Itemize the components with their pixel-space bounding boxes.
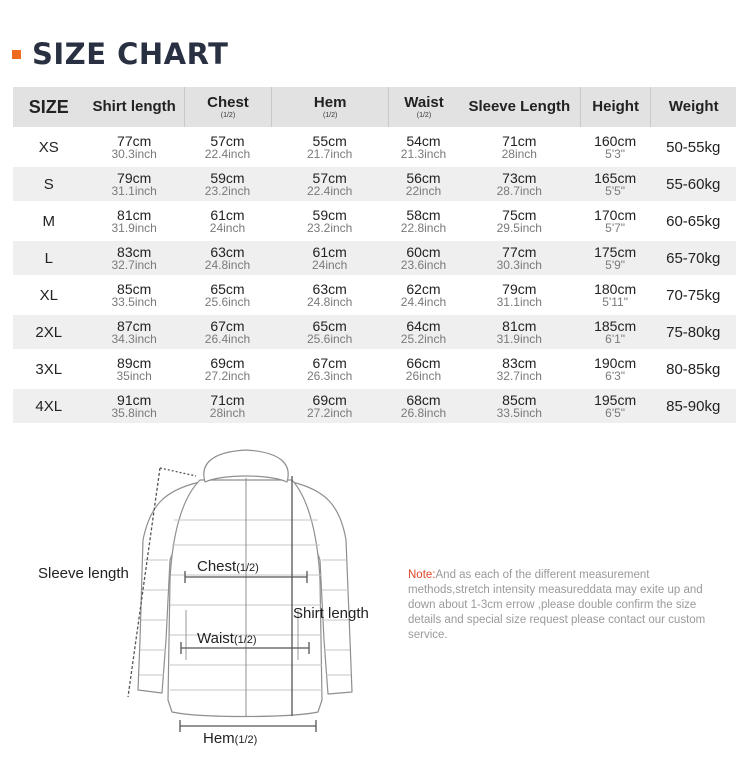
table-row: [13, 167, 736, 201]
cell-chest: 61cm 24inch: [184, 204, 271, 238]
table-row: [13, 204, 736, 238]
cell-shirt-length: 91cm 35.8inch: [85, 389, 184, 423]
cell-chest: 69cm 27.2inch: [184, 352, 271, 386]
header-height: Height: [580, 87, 651, 127]
cell-sleeve-length: 77cm 30.3inch: [459, 241, 580, 275]
cell-weight: 60-65kg: [650, 204, 736, 238]
cell-waist: 54cm 21.3inch: [388, 130, 459, 164]
cell-size: 2XL: [13, 315, 85, 349]
cell-waist: 64cm 25.2inch: [388, 315, 459, 349]
cell-shirt-length: 85cm 33.5inch: [85, 278, 184, 312]
cell-height: 195cm 6'5": [580, 389, 651, 423]
header-weight: Weight: [650, 87, 736, 127]
jacket-hood: [204, 450, 288, 482]
cell-weight: 65-70kg: [650, 241, 736, 275]
cell-height: 165cm 5'5": [580, 167, 651, 201]
cell-sleeve-length: 75cm 29.5inch: [459, 204, 580, 238]
cell-sleeve-length: 83cm 32.7inch: [459, 352, 580, 386]
cell-size: S: [13, 167, 85, 201]
cell-hem: 61cm 24inch: [271, 241, 388, 275]
jacket-body: [168, 480, 322, 717]
cell-shirt-length: 89cm 35inch: [85, 352, 184, 386]
note-text: And as each of the different measurement methods,stretch intensity measureddata may exite up and down about 1-3cm errow ,please double confirm the size details and special size request please contact our custom service.: [408, 569, 706, 641]
sleeve-length-label: Sleeve length: [38, 565, 129, 582]
page-title: SIZE CHART: [32, 37, 229, 71]
title-block: [12, 34, 228, 74]
cell-chest: 57cm 22.4inch: [184, 130, 271, 164]
size-table: [13, 84, 736, 426]
cell-shirt-length: 77cm 30.3inch: [85, 130, 184, 164]
cell-chest: 71cm 28inch: [184, 389, 271, 423]
table-row: [13, 352, 736, 386]
cell-weight: 50-55kg: [650, 130, 736, 164]
cell-size: M: [13, 204, 85, 238]
measurement-note: [408, 568, 708, 643]
cell-shirt-length: 87cm 34.3inch: [85, 315, 184, 349]
cell-size: 3XL: [13, 352, 85, 386]
table-row: [13, 389, 736, 423]
chest-label: Chest(1/2): [197, 558, 259, 575]
waist-label: Waist(1/2): [197, 630, 257, 647]
cell-size: XL: [13, 278, 85, 312]
cell-waist: 60cm 23.6inch: [388, 241, 459, 275]
cell-sleeve-length: 79cm 31.1inch: [459, 278, 580, 312]
cell-height: 160cm 5'3": [580, 130, 651, 164]
cell-shirt-length: 81cm 31.9inch: [85, 204, 184, 238]
cell-shirt-length: 79cm 31.1inch: [85, 167, 184, 201]
cell-sleeve-length: 71cm 28inch: [459, 130, 580, 164]
cell-size: L: [13, 241, 85, 275]
header-chest: Chest (1/2): [184, 87, 271, 127]
cell-hem: 63cm 24.8inch: [271, 278, 388, 312]
table-row: [13, 241, 736, 275]
cell-hem: 55cm 21.7inch: [271, 130, 388, 164]
table-row: [13, 130, 736, 164]
shirt-length-label: Shirt length: [293, 605, 369, 622]
table-row: [13, 278, 736, 312]
cell-weight: 85-90kg: [650, 389, 736, 423]
cell-shirt-length: 83cm 32.7inch: [85, 241, 184, 275]
cell-size: XS: [13, 130, 85, 164]
cell-height: 170cm 5'7": [580, 204, 651, 238]
cell-waist: 58cm 22.8inch: [388, 204, 459, 238]
cell-hem: 65cm 25.6inch: [271, 315, 388, 349]
cell-weight: 75-80kg: [650, 315, 736, 349]
cell-waist: 56cm 22inch: [388, 167, 459, 201]
table-row: [13, 315, 736, 349]
cell-height: 180cm 5'11": [580, 278, 651, 312]
cell-weight: 55-60kg: [650, 167, 736, 201]
cell-height: 175cm 5'9": [580, 241, 651, 275]
cell-sleeve-length: 73cm 28.7inch: [459, 167, 580, 201]
header-sleeve-length: Sleeve Length: [459, 87, 580, 127]
header-size: SIZE: [13, 87, 85, 127]
cell-sleeve-length: 85cm 33.5inch: [459, 389, 580, 423]
cell-waist: 62cm 24.4inch: [388, 278, 459, 312]
cell-weight: 80-85kg: [650, 352, 736, 386]
cell-height: 190cm 6'3": [580, 352, 651, 386]
cell-chest: 63cm 24.8inch: [184, 241, 271, 275]
cell-chest: 59cm 23.2inch: [184, 167, 271, 201]
cell-chest: 67cm 26.4inch: [184, 315, 271, 349]
cell-weight: 70-75kg: [650, 278, 736, 312]
cell-height: 185cm 6'1": [580, 315, 651, 349]
title-marker: [12, 50, 21, 59]
header-shirt-length: Shirt length: [85, 87, 184, 127]
header-waist: Waist (1/2): [388, 87, 459, 127]
cell-sleeve-length: 81cm 31.9inch: [459, 315, 580, 349]
cell-size: 4XL: [13, 389, 85, 423]
cell-hem: 69cm 27.2inch: [271, 389, 388, 423]
cell-waist: 66cm 26inch: [388, 352, 459, 386]
cell-hem: 67cm 26.3inch: [271, 352, 388, 386]
cell-hem: 57cm 22.4inch: [271, 167, 388, 201]
hem-label: Hem(1/2): [203, 730, 258, 747]
note-label: Note:: [408, 569, 436, 581]
header-hem: Hem (1/2): [271, 87, 388, 127]
cell-chest: 65cm 25.6inch: [184, 278, 271, 312]
header-row: [13, 87, 736, 127]
cell-waist: 68cm 26.8inch: [388, 389, 459, 423]
cell-hem: 59cm 23.2inch: [271, 204, 388, 238]
